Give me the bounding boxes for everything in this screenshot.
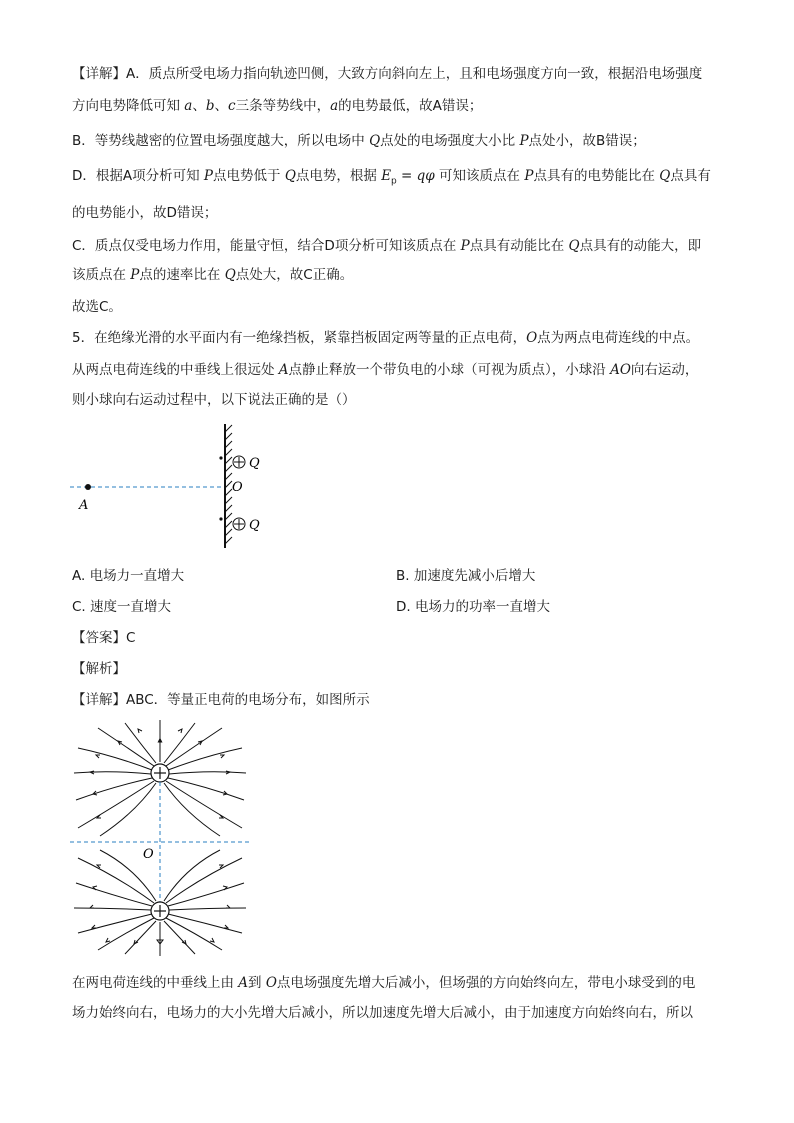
text-span: 点电势，根据 <box>295 168 382 184</box>
answer-line <box>72 628 732 648</box>
text-line <box>72 64 732 84</box>
detail-line <box>72 690 732 710</box>
variable: Q <box>369 133 381 149</box>
variable: Q <box>284 168 296 184</box>
field-line-diagram <box>70 718 250 958</box>
detail-text: 【详解】ABC．等量正电荷的电场分布，如图所示 <box>72 692 370 708</box>
text-line <box>72 297 732 317</box>
text-line <box>72 236 732 256</box>
variable: O <box>526 330 538 346</box>
wall-hatching <box>225 425 232 544</box>
analysis-text: 【解析】 <box>72 661 126 677</box>
text-span: 点处的电场强度大小比 <box>380 133 520 149</box>
formula-rhs: = qφ <box>396 168 435 184</box>
answer-text: 【答案】C <box>72 630 136 646</box>
text-span: 点为两点电荷连线的中点。 <box>537 330 700 346</box>
charge-label-top: Q <box>249 456 260 471</box>
variable: Q <box>568 238 580 254</box>
text-span: 三条等势线中， <box>235 98 331 114</box>
text-span: 向右运动， <box>630 362 699 378</box>
variable: P <box>460 238 470 254</box>
variable: Q <box>659 168 671 184</box>
text-span: 点的速率比在 <box>139 267 225 283</box>
text-line <box>72 166 732 192</box>
option-d: D. 电场力的功率一直增大 <box>396 599 550 615</box>
text-line <box>72 1003 732 1023</box>
text-span: 则小球向右运动过程中，以下说法正确的是（） <box>72 392 356 408</box>
text-span: 、 <box>192 98 206 114</box>
text-line <box>72 96 732 116</box>
option-b: B. 加速度先减小后增大 <box>396 568 536 584</box>
text-span: C．质点仅受电场力作用，能量守恒，结合D项分析可知该质点在 <box>72 238 461 254</box>
text-line <box>72 265 732 285</box>
charge-dot-bottom <box>219 517 222 520</box>
text-span: 5．在绝缘光滑的水平面内有一绝缘挡板，紧靠挡板固定两等量的正点电荷， <box>72 330 527 346</box>
point-a-dot <box>85 484 91 490</box>
text-line <box>72 360 732 380</box>
text-span: 【详解】A．质点所受电场力指向轨迹凹侧，大致方向斜向左上，且和电场强度方向一致，根据沿电场强度 <box>72 66 703 82</box>
variable: A <box>238 975 249 991</box>
text-span: 的电势最低，故A错误； <box>338 98 483 114</box>
text-span: 点具有的电势能比在 <box>533 168 660 184</box>
text-span: 方向电势降低可知 <box>72 98 185 114</box>
variable: a <box>330 98 339 114</box>
text-line <box>72 131 732 151</box>
charge-label-bottom: Q <box>249 518 260 533</box>
variable: P <box>524 168 534 184</box>
text-span: B．等势线越密的位置电场强度越大，所以电场中 <box>72 133 370 149</box>
text-span: 场力始终向右，电场力的大小先增大后减小，所以加速度先增大后减小，由于加速度方向始终向右，所以 <box>72 1005 693 1021</box>
text-span: 点处小，故B错误； <box>528 133 646 149</box>
variable: b <box>205 98 215 114</box>
text-span: 故选C。 <box>72 299 122 315</box>
text-span: 到 <box>248 975 266 991</box>
label-o: O <box>232 480 243 495</box>
variable: P <box>519 133 529 149</box>
text-span: 在两电荷连线的中垂线上由 <box>72 975 239 991</box>
question-figure <box>70 422 290 552</box>
text-span: 点具有动能比在 <box>469 238 569 254</box>
label-a: A <box>79 498 89 513</box>
text-span: D．根据A项分析可知 <box>72 168 204 184</box>
variable: P <box>130 267 140 283</box>
text-line <box>72 390 732 410</box>
option-a: A. 电场力一直增大 <box>72 568 185 584</box>
text-span: 该质点在 <box>72 267 131 283</box>
text-line <box>72 973 732 993</box>
text-span: 、 <box>214 98 229 114</box>
label-o-field: O <box>143 847 154 862</box>
formula-e: E <box>381 168 392 184</box>
text-span: 点处大，故C正确。 <box>235 267 354 283</box>
text-span: 点具有的动能大，即 <box>579 238 702 254</box>
text-span: 的电势能小，故D错误； <box>72 205 218 221</box>
text-span: 点电势低于 <box>213 168 285 184</box>
variable: a <box>184 98 193 114</box>
variable: A <box>278 362 289 378</box>
question-5-line <box>72 328 732 348</box>
option-c: C. 速度一直增大 <box>72 599 172 615</box>
variable: c <box>228 98 236 114</box>
variable: O <box>265 975 277 991</box>
variable: P <box>203 168 214 184</box>
text-line <box>72 203 732 223</box>
text-span: 点静止释放一个带负电的小球（可视为质点），小球沿 <box>288 362 611 378</box>
variable: Q <box>224 267 236 283</box>
text-span: 点具有 <box>670 168 711 184</box>
text-span: 从两点电荷连线的中垂线上很远处 <box>72 362 279 378</box>
analysis-line <box>72 659 732 679</box>
variable: AO <box>610 362 631 378</box>
charge-dot-top <box>219 456 222 459</box>
text-span: 可知该质点在 <box>434 168 525 184</box>
formula-subscript: p <box>391 176 397 187</box>
text-span: 点电场强度先增大后减小，但场强的方向始终向左，带电小球受到的电 <box>276 975 696 991</box>
